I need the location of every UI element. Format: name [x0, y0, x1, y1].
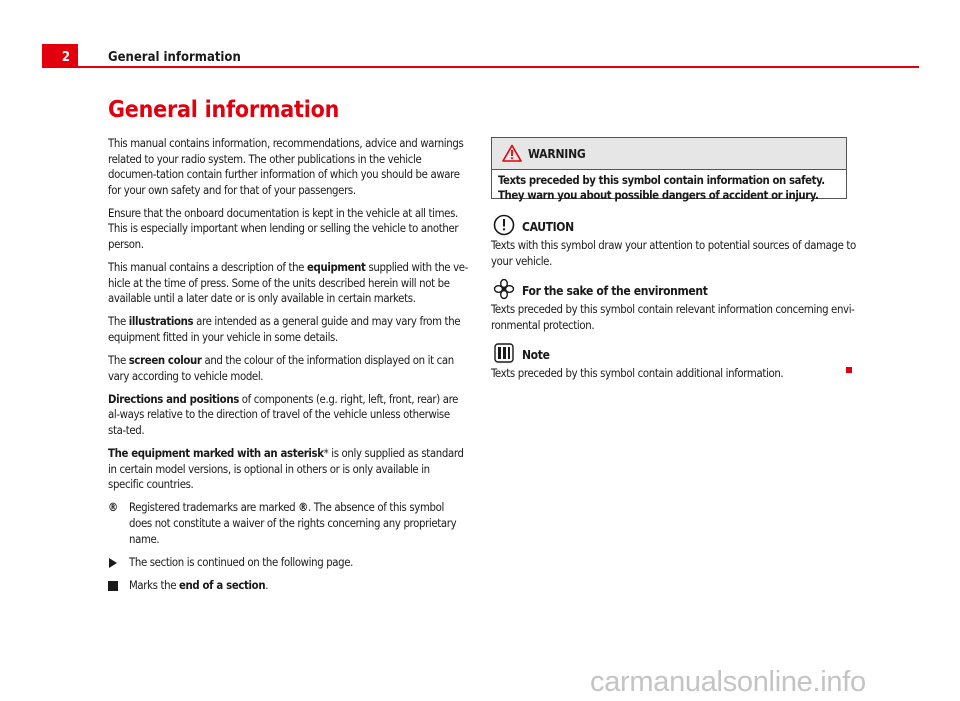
caution-section [491, 218, 861, 269]
environment-section [491, 282, 861, 333]
end-section-square-icon [108, 581, 118, 591]
environment-flower-icon [493, 278, 515, 300]
left-column [108, 136, 468, 601]
illustrations-paragraph: The illustrations are intended as a general guide and may vary from the equipment fitted in your vehicle in some details. [108, 315, 461, 345]
equipment-paragraph: This manual contains a description of the equipment supplied with the ve-hicle at the time of press. Some of the units described herein will not be available until a later date or is only available in certain markets. [108, 261, 468, 306]
warning-box [491, 137, 847, 202]
continued-item: The section is continued on the following page. [108, 555, 468, 571]
header-rule [78, 66, 919, 68]
continue-arrow-icon [109, 558, 117, 568]
warning-label: WARNING [528, 147, 586, 161]
caution-text: Texts with this symbol draw your attention to potential sources of damage to your vehicle. [491, 239, 856, 268]
note-info-icon [493, 342, 515, 364]
environment-text: Texts preceded by this symbol contain relevant information concerning envi-ronmental protection. [491, 303, 855, 332]
asterisk-paragraph: The equipment marked with an asterisk* is only supplied as standard in certain model versions, is optional in others or is only available in specific countries. [108, 447, 464, 492]
screen-colour-paragraph: The screen colour and the colour of the information displayed on it can vary according to vehicle model. [108, 354, 454, 383]
page-title: General information [108, 97, 340, 123]
page-number: 2 [42, 44, 78, 68]
intro-paragraph: This manual contains information, recommendations, advice and warnings related to your radio system. The other publications in the vehicle documen-tation contain further information of which you should be aware for your own safety and for that of your passengers. [108, 137, 464, 197]
registered-icon: ® [108, 501, 118, 515]
registered-trademark-item: ® Registered trademarks are marked ®. The absence of this symbol does not constitute a waiver of the rights concerning any proprietary name. [108, 501, 457, 546]
note-label: Note [522, 348, 550, 362]
header-section-title: General information [108, 50, 241, 65]
note-text: Texts preceded by this symbol contain additional information. [491, 367, 784, 380]
environment-label: For the sake of the environment [522, 284, 708, 298]
caution-exclamation-icon [493, 214, 515, 236]
caution-label: CAUTION [522, 220, 574, 234]
onboard-docs-paragraph: Ensure that the onboard documentation is kept in the vehicle at all times. This is especially important when lending or selling the vehicle to another person. [108, 206, 459, 252]
end-section-item: Marks the end of a section. [108, 578, 468, 594]
watermark: carmanualsonline.info [590, 666, 866, 698]
warning-triangle-icon [502, 144, 522, 162]
end-of-section-marker [846, 367, 852, 373]
warning-text: Texts preceded by this symbol contain information on safety. They warn you about possible dangers of accident or injury. [498, 174, 825, 202]
note-section [491, 346, 861, 382]
directions-paragraph: Directions and positions of components (e.g. right, left, front, rear) are al-ways relative to the direction of travel of the vehicle unless otherwise sta-ted. [108, 392, 459, 437]
warning-header [492, 138, 846, 170]
